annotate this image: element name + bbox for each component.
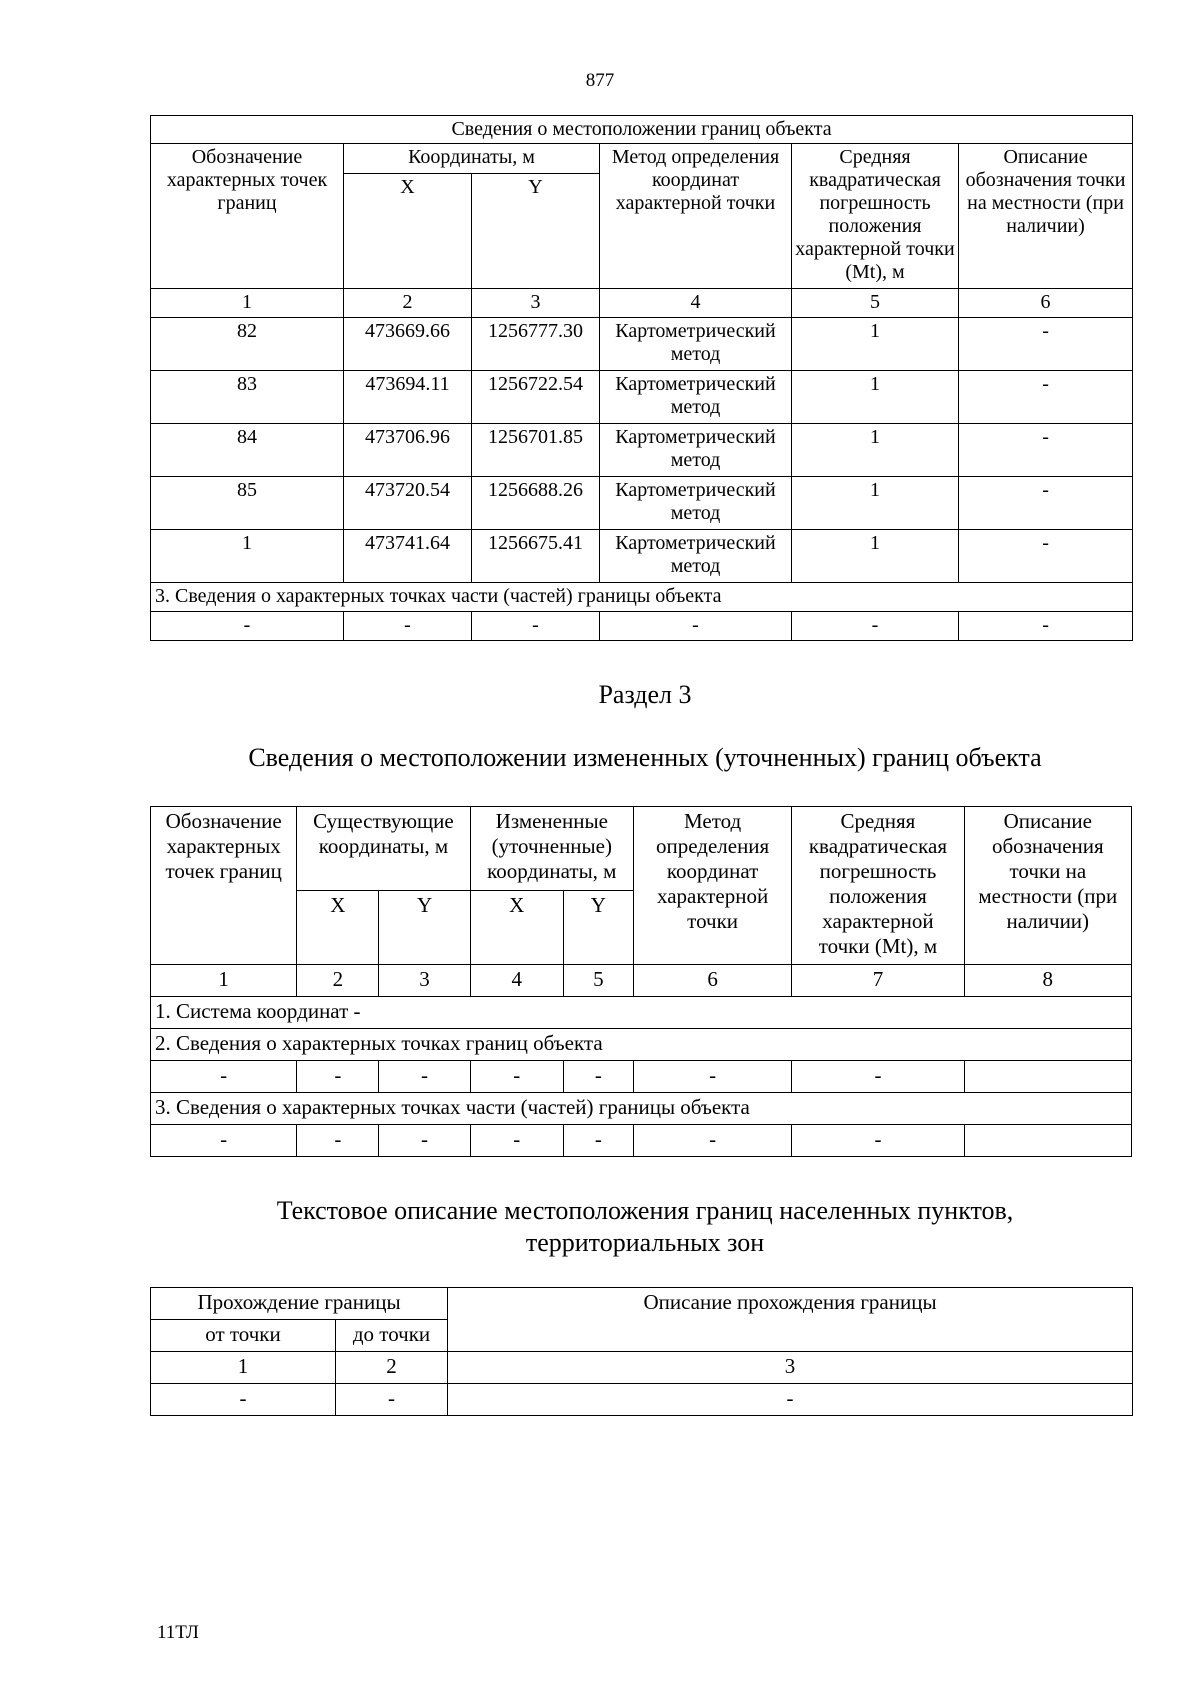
column-number: 3 [448,1352,1133,1384]
table-cell: - [563,1061,633,1093]
column-number: 5 [792,289,959,318]
coord-y: 1256722.54 [472,371,600,424]
column-number: 1 [151,965,297,997]
header-description: Описание обозначения точки на местности (при наличии) [959,144,1133,289]
footer-code: 11ТЛ [157,1622,199,1643]
table-cell: - [472,612,600,641]
header-passage-description: Описание прохождения границы [448,1288,1133,1352]
column-number: 7 [792,965,964,997]
parts-heading: 3. Сведения о характерных точках части (частей) границы объекта [151,1093,1132,1125]
section-title: Раздел 3 [598,680,692,709]
description: - [959,318,1133,371]
text-description-title-line1: Текстовое описание местоположения границ населенных пунктов, [276,1196,1014,1225]
changed-boundaries-table [150,806,1132,1157]
header-x-changed: X [470,891,563,965]
table-cell: - [379,1061,470,1093]
method: Картометрический метод [600,371,792,424]
coord-x: 473669.66 [344,318,472,371]
method: Картометрический метод [600,424,792,477]
table-cell: - [336,1384,448,1416]
table-cell: - [470,1125,563,1157]
table-row [151,1061,1132,1093]
table-row [151,371,1133,424]
table-cell: - [344,612,472,641]
table-cell: - [151,1384,336,1416]
column-number: 8 [964,965,1131,997]
header-designation: Обозначение характерных точек границ [151,144,344,289]
column-number: 2 [344,289,472,318]
parts-heading: 3. Сведения о характерных точках части (частей) границы объекта [151,583,1133,612]
header-y-changed: Y [563,891,633,965]
table-cell: - [470,1061,563,1093]
table-cell: - [151,1061,297,1093]
error: 1 [792,371,959,424]
method: Картометрический метод [600,477,792,530]
text-description-title [0,1195,1200,1259]
table-cell: - [600,612,792,641]
table-row [151,530,1133,583]
text-description-title-line2: территориальных зон [525,1228,765,1257]
coord-y: 1256688.26 [472,477,600,530]
header-x-existing: X [297,891,379,965]
header-to-point: до точки [336,1320,448,1352]
header-y: Y [472,174,600,289]
header-y-existing: Y [379,891,470,965]
header-designation: Обозначение характерных точек границ [151,807,297,965]
table-cell: - [959,612,1133,641]
table-cell: - [379,1125,470,1157]
column-number: 4 [600,289,792,318]
point-id: 83 [151,371,344,424]
table-cell: - [792,612,959,641]
table-row [151,612,1133,641]
boundary-coordinates-table [150,115,1133,641]
header-x: X [344,174,472,289]
table-cell: - [633,1125,791,1157]
description: - [959,424,1133,477]
method: Картометрический метод [600,530,792,583]
coord-y: 1256777.30 [472,318,600,371]
table-cell [964,1061,1131,1093]
table-row [151,477,1133,530]
coord-system-heading: 1. Система координат - [151,997,1132,1029]
table-cell: - [448,1384,1133,1416]
coord-x: 473694.11 [344,371,472,424]
coord-y: 1256675.41 [472,530,600,583]
error: 1 [792,530,959,583]
column-number: 1 [151,1352,336,1384]
points-heading: 2. Сведения о характерных точках границ объекта [151,1029,1132,1061]
column-numbers-row [151,289,1133,318]
table-title: Сведения о местоположении границ объекта [151,116,1133,144]
column-number: 6 [633,965,791,997]
header-error: Средняя квадратическая погрешность положения характерной точки (Mt), м [792,144,959,289]
table-cell [964,1125,1131,1157]
table-cell: - [297,1061,379,1093]
boundary-passage-table [150,1287,1133,1416]
header-method: Метод определения координат характерной точки [600,144,792,289]
table-cell: - [151,612,344,641]
header-method: Метод определения координат характерной точки [633,807,791,965]
error: 1 [792,477,959,530]
error: 1 [792,318,959,371]
column-number: 4 [470,965,563,997]
header-description: Описание обозначения точки на местности (при наличии) [964,807,1131,965]
column-number: 1 [151,289,344,318]
page-number: 877 [585,70,615,91]
coord-x: 473741.64 [344,530,472,583]
method: Картометрический метод [600,318,792,371]
table-cell: - [151,1125,297,1157]
table-row [151,1125,1132,1157]
description: - [959,530,1133,583]
coord-x: 473720.54 [344,477,472,530]
section-subtitle: Сведения о местоположении измененных (уточненных) границ объекта [248,743,1042,772]
coord-y: 1256701.85 [472,424,600,477]
table-cell: - [633,1061,791,1093]
point-id: 85 [151,477,344,530]
column-numbers-row [151,965,1132,997]
table-cell: - [792,1125,964,1157]
column-numbers-row [151,1352,1133,1384]
table-cell: - [792,1061,964,1093]
table-row [151,1384,1133,1416]
description: - [959,477,1133,530]
description: - [959,371,1133,424]
column-number: 5 [563,965,633,997]
header-changed-coords: Измененные (уточненные) координаты, м [470,807,633,891]
table-row [151,424,1133,477]
header-from-point: от точки [151,1320,336,1352]
point-id: 84 [151,424,344,477]
header-coords: Координаты, м [344,144,600,174]
point-id: 1 [151,530,344,583]
header-existing-coords: Существующие координаты, м [297,807,470,891]
column-number: 6 [959,289,1133,318]
table-row [151,318,1133,371]
table-cell: - [563,1125,633,1157]
header-error: Средняя квадратическая погрешность положения характерной точки (Mt), м [792,807,964,965]
error: 1 [792,424,959,477]
table-cell: - [297,1125,379,1157]
column-number: 2 [297,965,379,997]
point-id: 82 [151,318,344,371]
column-number: 3 [379,965,470,997]
coord-x: 473706.96 [344,424,472,477]
column-number: 2 [336,1352,448,1384]
column-number: 3 [472,289,600,318]
header-passage: Прохождение границы [151,1288,448,1320]
